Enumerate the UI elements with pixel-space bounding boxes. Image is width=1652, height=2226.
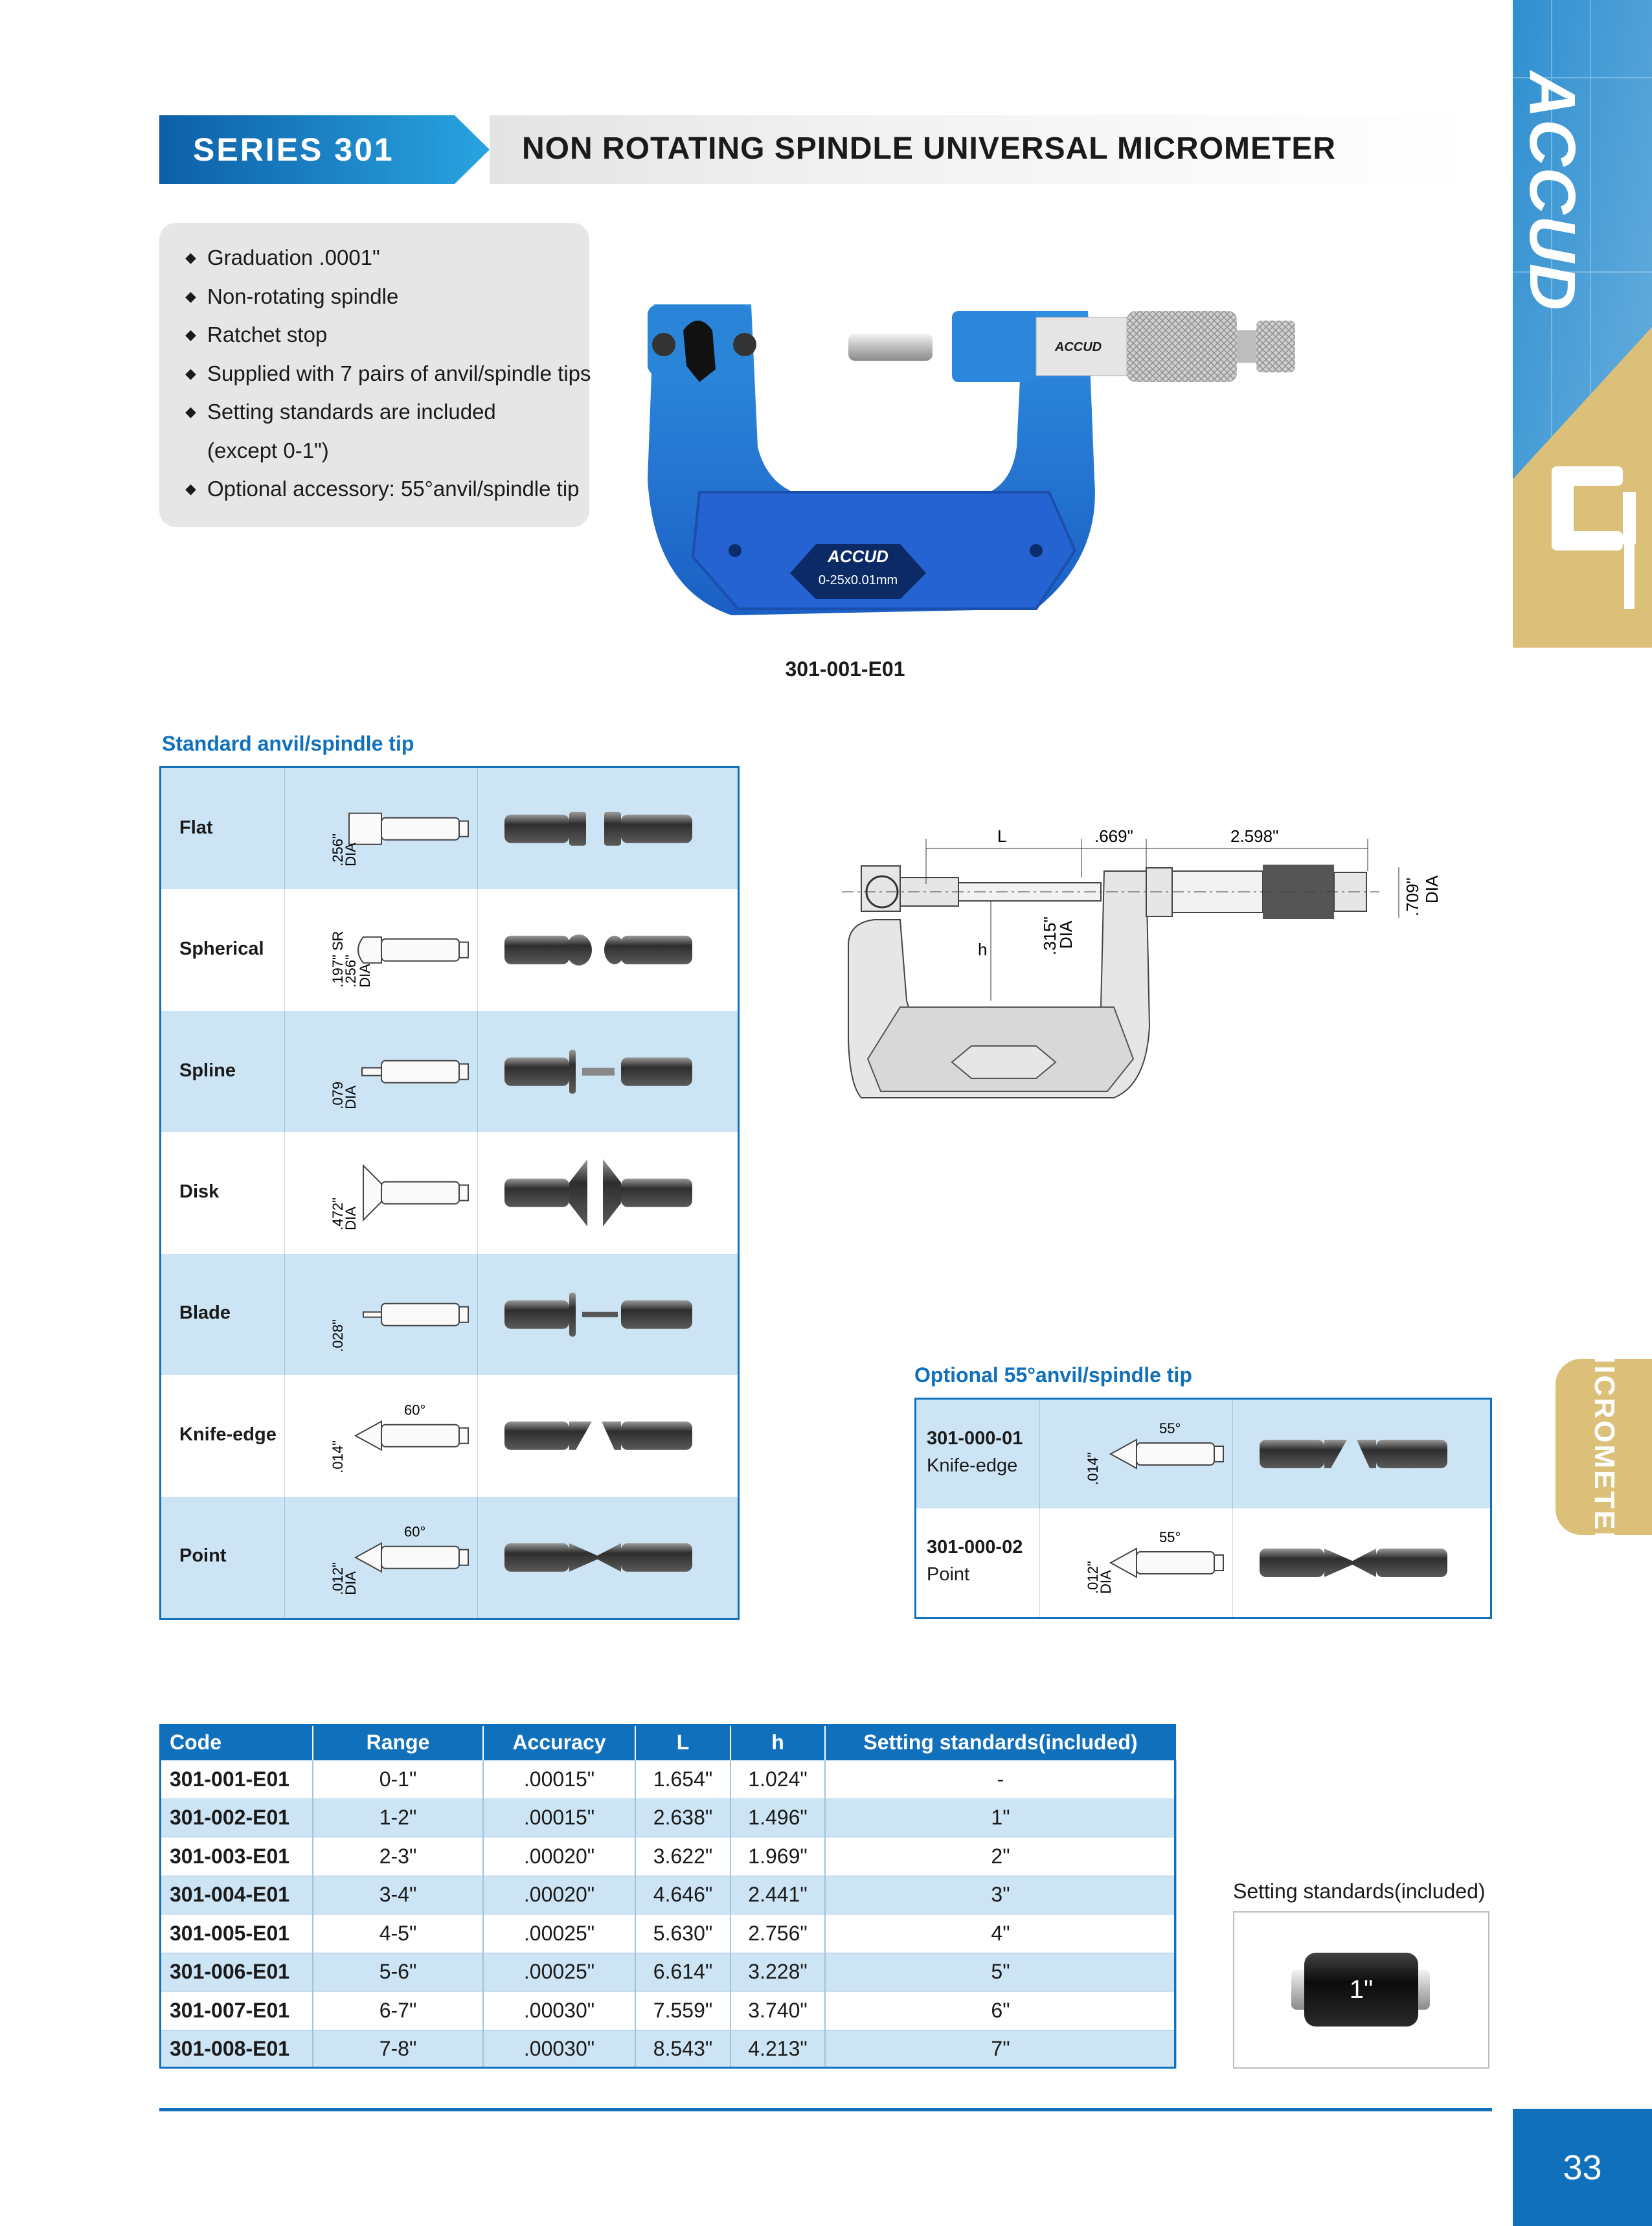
column-divider bbox=[284, 1254, 285, 1375]
tip-illustration bbox=[291, 1254, 738, 1375]
dim-h-label: h bbox=[978, 940, 988, 959]
tip-name: Point bbox=[179, 1545, 227, 1567]
tip-illustration bbox=[291, 889, 738, 1010]
tip-dimension-label: DIA bbox=[357, 964, 374, 988]
tip-angle-label: 60° bbox=[404, 1523, 426, 1540]
cell-h: 2.441" bbox=[730, 1876, 825, 1914]
cell-accuracy: .00020" bbox=[483, 1876, 635, 1914]
table-row bbox=[159, 1876, 1176, 1914]
dim-L-label: L bbox=[997, 826, 1007, 846]
cell-h: 1.496" bbox=[730, 1799, 825, 1837]
cell-h: 3.740" bbox=[730, 1992, 825, 2030]
cell-range: 4-5" bbox=[313, 1914, 483, 1953]
column-divider bbox=[284, 889, 285, 1010]
tip-name: Flat bbox=[179, 817, 213, 838]
feature-item: ◆ Supplied with 7 pairs of anvil/spindle tips bbox=[185, 354, 589, 393]
tip-name: Spherical bbox=[179, 938, 264, 960]
tip-row bbox=[161, 1375, 738, 1496]
setting-standard-label: Setting standards(included) bbox=[1233, 1880, 1486, 1903]
cell-range: 3-4" bbox=[313, 1876, 483, 1914]
dim-315-dia-label: DIA bbox=[1056, 920, 1076, 949]
dim-315-label: .315" bbox=[1040, 916, 1059, 955]
feature-item: ◆ Optional accessory: 55°anvil/spindle tip bbox=[185, 470, 589, 508]
optional-tip-row bbox=[916, 1508, 1490, 1617]
tip-angle-label: 60° bbox=[404, 1402, 426, 1418]
optional-tip-row bbox=[916, 1400, 1490, 1508]
tip-name: Disk bbox=[179, 1181, 220, 1202]
tip-dimension-label: .256" bbox=[343, 955, 359, 988]
tip-angle-label: 55° bbox=[1159, 1420, 1181, 1437]
column-divider bbox=[284, 1497, 285, 1618]
cell-accuracy: .00015" bbox=[483, 1760, 635, 1799]
cell-setting-standard: 1" bbox=[825, 1799, 1176, 1837]
cell-accuracy: .00025" bbox=[483, 1953, 635, 1992]
bullet-icon: ◆ bbox=[185, 403, 196, 420]
dim-2598-label: 2.598" bbox=[1230, 826, 1279, 846]
feature-item: ◆ Graduation .0001" bbox=[185, 238, 589, 277]
tip-illustration bbox=[291, 1011, 738, 1132]
dim-709-dia-label: DIA bbox=[1422, 875, 1442, 903]
brand-logo: ACCUD bbox=[1516, 71, 1589, 312]
tip-row bbox=[161, 768, 738, 889]
optional-tips-title: Optional 55°anvil/spindle tip bbox=[914, 1363, 1192, 1387]
column-divider bbox=[1039, 1400, 1040, 1508]
cell-setting-standard: 4" bbox=[825, 1914, 1176, 1953]
tip-dimension-label: DIA bbox=[343, 1085, 359, 1109]
cell-range: 1-2" bbox=[313, 1799, 483, 1837]
product-photo bbox=[622, 285, 1418, 628]
standard-tips-title: Standard anvil/spindle tip bbox=[162, 732, 414, 755]
tip-name: Spline bbox=[179, 1060, 236, 1081]
bullet-icon: ◆ bbox=[185, 249, 196, 266]
cell-code: 301-008-E01 bbox=[159, 2030, 313, 2069]
frame-range-label: 0-25x0.01mm bbox=[818, 573, 898, 587]
cell-setting-standard: 2" bbox=[825, 1837, 1176, 1876]
series-tag bbox=[159, 115, 490, 184]
cell-range: 6-7" bbox=[313, 1992, 483, 2030]
cell-h: 1.024" bbox=[730, 1760, 825, 1799]
tip-dimension-label: .079 bbox=[330, 1081, 346, 1109]
setting-standard-image bbox=[1233, 1911, 1489, 2069]
feature-item-continued: (except 0-1") bbox=[207, 438, 329, 462]
tip-dimension-label: .012" bbox=[1085, 1561, 1101, 1594]
col-header-h: h bbox=[730, 1724, 825, 1760]
bullet-icon: ◆ bbox=[185, 365, 196, 381]
tip-angle-label: 55° bbox=[1159, 1529, 1181, 1545]
cell-L: 3.622" bbox=[635, 1837, 730, 1876]
table-row bbox=[159, 1837, 1176, 1876]
col-header-L: L bbox=[635, 1724, 730, 1760]
col-header-code: Code bbox=[159, 1724, 313, 1760]
cell-accuracy: .00025" bbox=[483, 1914, 635, 1953]
tip-dimension-label: DIA bbox=[343, 1571, 359, 1595]
cell-L: 8.543" bbox=[635, 2030, 730, 2069]
cell-setting-standard: 5" bbox=[825, 1953, 1176, 1992]
frame-brand-label: ACCUD bbox=[828, 547, 888, 566]
cell-code: 301-005-E01 bbox=[159, 1914, 313, 1953]
side-tab-label: MICROMETER bbox=[1588, 1339, 1620, 1554]
cell-code: 301-007-E01 bbox=[159, 1992, 313, 2030]
optional-tip-name: Knife-edge bbox=[927, 1455, 1018, 1476]
tip-row bbox=[161, 889, 738, 1010]
dim-709-label: .709" bbox=[1403, 878, 1422, 916]
cell-code: 301-002-E01 bbox=[159, 1799, 313, 1837]
cell-range: 0-1" bbox=[313, 1760, 483, 1799]
table-row bbox=[159, 1760, 1176, 1799]
tip-illustration bbox=[291, 1375, 738, 1496]
optional-tip-name: Point bbox=[927, 1564, 970, 1585]
cell-code: 301-006-E01 bbox=[159, 1953, 313, 1992]
tip-dimension-label: .014" bbox=[330, 1440, 346, 1473]
cell-range: 2-3" bbox=[313, 1837, 483, 1876]
dim-669-label: .669" bbox=[1094, 826, 1133, 846]
cell-L: 1.654" bbox=[635, 1760, 730, 1799]
tip-row bbox=[161, 1011, 738, 1132]
cell-h: 3.228" bbox=[730, 1953, 825, 1992]
tip-row bbox=[161, 1132, 738, 1253]
thimble-brand-label: ACCUD bbox=[1054, 340, 1102, 354]
table-row bbox=[159, 1953, 1176, 1992]
cell-h: 4.213" bbox=[730, 2030, 825, 2069]
feature-list bbox=[159, 223, 589, 508]
cell-setting-standard: 7" bbox=[825, 2030, 1176, 2069]
tip-dimension-label: .472" bbox=[330, 1198, 346, 1231]
table-row bbox=[159, 1914, 1176, 1953]
cell-accuracy: .00020" bbox=[483, 1837, 635, 1876]
brand-strip bbox=[1513, 0, 1652, 648]
table-header-row bbox=[159, 1724, 1176, 1760]
feature-list-box bbox=[159, 223, 589, 527]
tip-row bbox=[161, 1497, 738, 1618]
column-divider bbox=[284, 1375, 285, 1496]
feature-item: ◆ Non-rotating spindle bbox=[185, 277, 589, 316]
cell-setting-standard: 3" bbox=[825, 1876, 1176, 1914]
cell-range: 7-8" bbox=[313, 2030, 483, 2069]
column-divider bbox=[284, 1132, 285, 1253]
tip-illustration bbox=[291, 1132, 738, 1253]
setting-standard-size: 1" bbox=[1349, 1975, 1374, 2004]
col-header-range: Range bbox=[313, 1724, 483, 1760]
optional-tip-code: 301-000-01 bbox=[927, 1428, 1023, 1449]
cell-range: 5-6" bbox=[313, 1953, 483, 1992]
series-label: SERIES 301 bbox=[193, 131, 394, 168]
table-row bbox=[159, 1992, 1176, 2030]
cell-h: 2.756" bbox=[730, 1914, 825, 1953]
tip-row bbox=[161, 1254, 738, 1375]
product-caption: 301-001-E01 bbox=[785, 657, 905, 681]
tip-dimension-label: DIA bbox=[343, 1207, 359, 1231]
bullet-icon: ◆ bbox=[185, 481, 196, 497]
tip-dimension-label: .012" bbox=[330, 1562, 346, 1595]
standard-tips-table bbox=[159, 766, 740, 1620]
column-divider bbox=[284, 768, 285, 889]
tip-name: Knife-edge bbox=[179, 1424, 277, 1445]
tip-dimension-label: DIA bbox=[1098, 1570, 1114, 1594]
cell-code: 301-001-E01 bbox=[159, 1760, 313, 1799]
cell-code: 301-004-E01 bbox=[159, 1876, 313, 1914]
cell-L: 7.559" bbox=[635, 1992, 730, 2030]
cell-L: 6.614" bbox=[635, 1953, 730, 1992]
specification-table bbox=[159, 1724, 1177, 2069]
tip-dimension-label: .256" bbox=[330, 834, 346, 867]
optional-tip-illustration bbox=[1046, 1508, 1493, 1617]
bullet-icon: ◆ bbox=[185, 326, 196, 343]
tip-illustration bbox=[291, 1497, 738, 1618]
column-divider bbox=[284, 1011, 285, 1132]
page-title: NON ROTATING SPINDLE UNIVERSAL MICROMETER bbox=[522, 131, 1337, 166]
optional-tips-table bbox=[914, 1398, 1492, 1619]
cell-L: 2.638" bbox=[635, 1799, 730, 1837]
tip-dimension-label: .197" SR bbox=[330, 931, 346, 988]
cell-h: 1.969" bbox=[730, 1837, 825, 1876]
cell-code: 301-003-E01 bbox=[159, 1837, 313, 1876]
tip-illustration bbox=[291, 768, 738, 889]
page-number: 33 bbox=[1513, 2109, 1652, 2226]
cell-L: 4.646" bbox=[635, 1876, 730, 1914]
cell-setting-standard: 6" bbox=[825, 1992, 1176, 2030]
table-row bbox=[159, 1799, 1176, 1837]
bullet-icon: ◆ bbox=[185, 288, 196, 304]
cell-accuracy: .00030" bbox=[483, 1992, 635, 2030]
cell-accuracy: .00015" bbox=[483, 1799, 635, 1837]
cell-accuracy: .00030" bbox=[483, 2030, 635, 2069]
tip-dimension-label: .028" bbox=[330, 1319, 346, 1352]
tip-dimension-label: .014" bbox=[1085, 1452, 1101, 1485]
optional-tip-code: 301-000-02 bbox=[927, 1537, 1023, 1558]
col-header-setting-standards: Setting standards(included) bbox=[825, 1724, 1176, 1760]
tip-dimension-label: DIA bbox=[343, 843, 359, 867]
feature-item: ◆ Ratchet stop bbox=[185, 315, 589, 354]
col-header-accuracy: Accuracy bbox=[483, 1724, 635, 1760]
footer-rule bbox=[159, 2108, 1492, 2111]
optional-tip-illustration bbox=[1046, 1400, 1493, 1508]
cell-L: 5.630" bbox=[635, 1914, 730, 1953]
table-row bbox=[159, 2030, 1176, 2069]
section-side-tab[interactable] bbox=[1556, 1339, 1652, 1554]
tip-name: Blade bbox=[179, 1302, 231, 1324]
dimension-drawing bbox=[842, 813, 1464, 1107]
column-divider bbox=[1039, 1508, 1040, 1617]
cell-setting-standard: - bbox=[825, 1760, 1176, 1799]
feature-item: ◆ Setting standards are included bbox=[185, 392, 589, 431]
